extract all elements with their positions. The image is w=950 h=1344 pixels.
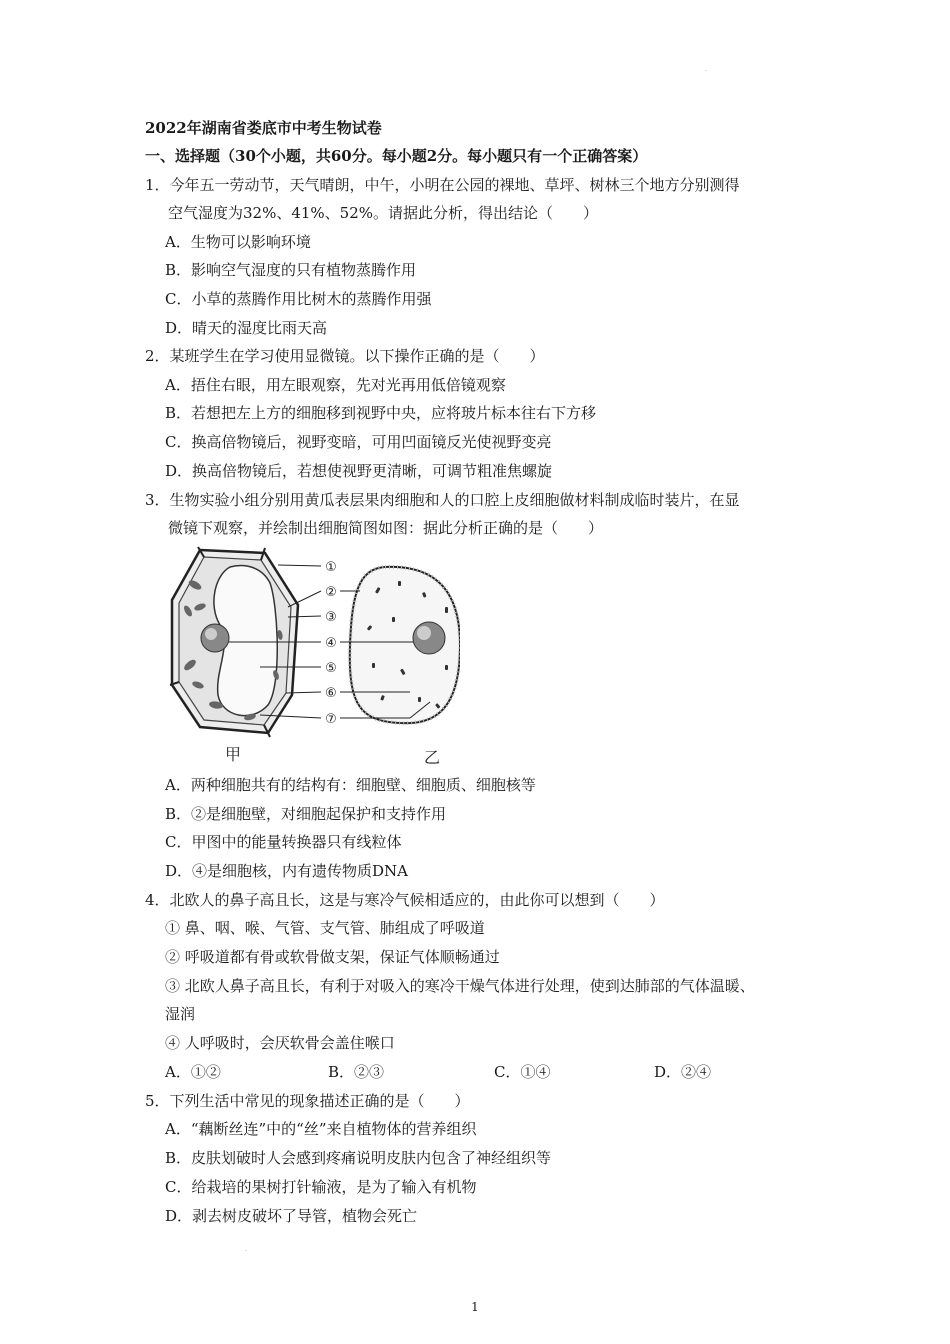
q2-option-c[interactable]: C．换高倍物镜后，视野变暗，可用凹面镜反光使视野变亮 bbox=[165, 433, 552, 451]
q5-option-a[interactable]: A．“藕断丝连”中的“丝”来自植物体的营养组织 bbox=[165, 1120, 477, 1138]
q2-option-a[interactable]: A．捂住右眼，用左眼观察，先对光再用低倍镜观察 bbox=[165, 376, 506, 394]
label-2: ② bbox=[325, 585, 337, 600]
q3-option-a[interactable]: A．两种细胞共有的结构有：细胞壁、细胞质、细胞核等 bbox=[165, 776, 536, 794]
q1-option-d[interactable]: D．晴天的湿度比雨天高 bbox=[165, 319, 328, 337]
q3-stem-line2: 微镜下观察，并绘制出细胞简图如图：据此分析正确的是（ ） bbox=[168, 519, 604, 537]
q2-option-d[interactable]: D．换高倍物镜后，若想使视野更清晰，可调节粗准焦螺旋 bbox=[165, 462, 553, 480]
q4-option-d[interactable]: D．②④ bbox=[654, 1063, 712, 1081]
q1-stem-line1: 1．今年五一劳动节，天气晴朗，中午，小明在公园的裸地、草坪、树林三个地方分别测得 bbox=[145, 176, 740, 194]
q3-option-d[interactable]: D．④是细胞核，内有遗传物质DNA bbox=[165, 862, 409, 880]
label-7: ⑦ bbox=[325, 712, 337, 727]
label-1: ① bbox=[325, 560, 337, 575]
q4-item-2: ② 呼吸道都有骨或软骨做支架，保证气体顺畅通过 bbox=[165, 948, 500, 966]
q4-item-3: ③ 北欧人鼻子高且长，有利于对吸入的寒冷干燥气体进行处理，使到达肺部的气体温暖、 bbox=[165, 977, 755, 995]
q2-stem: 2．某班学生在学习使用显微镜。以下操作正确的是（ ） bbox=[145, 347, 545, 365]
q5-stem: 5．下列生活中常见的现象描述正确的是（ ） bbox=[145, 1092, 470, 1110]
label-4: ④ bbox=[325, 636, 337, 651]
caption-jia: 甲 bbox=[224, 745, 242, 764]
animal-cell-figure bbox=[350, 567, 460, 723]
label-5: ⑤ bbox=[325, 661, 337, 676]
q3-option-b[interactable]: B．②是细胞壁，对细胞起保护和支持作用 bbox=[165, 805, 447, 823]
scan-speck: . bbox=[705, 66, 707, 73]
q1-option-a[interactable]: A．生物可以影响环境 bbox=[165, 233, 311, 251]
q2-option-b[interactable]: B．若想把左上方的细胞移到视野中央，应将玻片标本往右下方移 bbox=[165, 404, 597, 422]
q1-option-c[interactable]: C．小草的蒸腾作用比树木的蒸腾作用强 bbox=[165, 290, 432, 308]
cell-diagram bbox=[160, 545, 460, 770]
caption-yi: 乙 bbox=[423, 748, 441, 767]
q5-option-d[interactable]: D．剥去树皮破坏了导管，植物会死亡 bbox=[165, 1207, 418, 1225]
exam-title: 2022年湖南省娄底市中考生物试卷 bbox=[145, 119, 382, 137]
q5-option-b[interactable]: B．皮肤划破时人会感到疼痛说明皮肤内包含了神经组织等 bbox=[165, 1149, 552, 1167]
page-number: 1 bbox=[471, 1300, 479, 1314]
nucleus-animal bbox=[413, 622, 445, 654]
q1-option-b[interactable]: B．影响空气湿度的只有植物蒸腾作用 bbox=[165, 261, 417, 279]
q4-option-b[interactable]: B．②③ bbox=[328, 1063, 385, 1081]
q4-option-a[interactable]: A．①② bbox=[165, 1063, 221, 1081]
label-6: ⑥ bbox=[325, 686, 337, 701]
q3-stem-line1: 3．生物实验小组分别用黄瓜表层果肉细胞和人的口腔上皮细胞做材料制成临时装片，在显 bbox=[145, 491, 740, 509]
q5-option-c[interactable]: C．给栽培的果树打针输液，是为了输入有机物 bbox=[165, 1178, 477, 1196]
q1-stem-line2: 空气湿度为32%、41%、52%。请据此分析，得出结论（ ） bbox=[168, 204, 599, 222]
q4-item-1: ① 鼻、咽、喉、气管、支气管、肺组成了呼吸道 bbox=[165, 919, 485, 937]
section-heading: 一、选择题（30个小题，共60分。每小题2分。每小题只有一个正确答案） bbox=[145, 147, 648, 165]
q4-item-4: ④ 人呼吸时，会厌软骨会盖住喉口 bbox=[165, 1034, 395, 1052]
q4-item-3-cont: 湿润 bbox=[165, 1005, 196, 1023]
q4-option-c[interactable]: C．①④ bbox=[494, 1063, 551, 1081]
label-3: ③ bbox=[325, 610, 337, 625]
q4-options-row bbox=[0, 1062, 950, 1082]
q3-option-c[interactable]: C．甲图中的能量转换器只有线粒体 bbox=[165, 833, 402, 851]
q4-stem: 4．北欧人的鼻子高且长，这是与寒冷气候相适应的，由此你可以想到（ ） bbox=[145, 891, 665, 909]
scan-speck-2: . bbox=[245, 1246, 247, 1253]
nucleolus-highlight bbox=[205, 628, 217, 640]
